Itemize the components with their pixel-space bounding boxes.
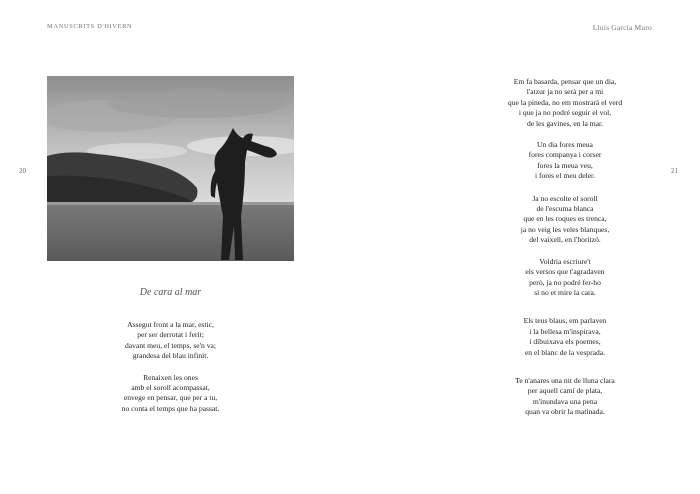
page-number-left: 20 bbox=[19, 167, 26, 175]
poem-line: els versos que t'agradaven bbox=[525, 267, 605, 277]
poem-line: davant meu, el temps, se'n va; bbox=[125, 340, 216, 350]
poem-line: Assegut front a la mar, estic, bbox=[127, 320, 214, 329]
stanza bbox=[450, 140, 680, 182]
poem-line: de l'escuma blanca bbox=[536, 204, 594, 214]
poem-line: Un dia fores meua bbox=[537, 140, 593, 150]
poem-line: Els teus blaus, em parlaven bbox=[523, 316, 607, 326]
stanza bbox=[47, 320, 294, 362]
poem-line: del vaixell, en l'horitzó. bbox=[529, 235, 601, 245]
poem-line: per ser derrotat i ferit; bbox=[137, 330, 204, 340]
poem-line: per aquell camí de plata, bbox=[527, 386, 603, 396]
poem-line: que en les roques es trenca, bbox=[523, 214, 607, 224]
right-page bbox=[350, 0, 700, 494]
poem-line: envege en pensar, que per a tu, bbox=[123, 393, 218, 403]
stanza bbox=[47, 373, 294, 415]
poem-line: l'atzur ja no serà per a mi bbox=[526, 87, 604, 97]
poem-line: fores companya i corser bbox=[528, 150, 602, 160]
poem-line: de les gavines, en la mar. bbox=[526, 118, 604, 128]
poem-line: però, ja no podré fer-ho bbox=[529, 277, 601, 287]
page-number-right: 21 bbox=[671, 167, 678, 175]
poem-line: i que ja no podré seguir el vol, bbox=[518, 108, 612, 118]
poem-line: grandesa del blau infinit. bbox=[132, 351, 209, 361]
poem-line: en el blanc de la vesprada. bbox=[524, 347, 606, 357]
poem-line: quan va obrir la matinada. bbox=[525, 407, 605, 417]
stanza bbox=[450, 194, 680, 246]
stanza bbox=[450, 257, 680, 299]
poem-line: amb el soroll acompassat, bbox=[131, 383, 210, 393]
poem-right bbox=[450, 77, 680, 418]
running-head-author: Lluís Garcia Muro bbox=[592, 23, 652, 32]
poem-line: Te n'anares una nit de lluna clara bbox=[515, 375, 615, 385]
photo-caption: De cara al mar bbox=[139, 287, 202, 298]
poem-line: i fores el meu deler. bbox=[534, 171, 596, 181]
poem-line: i la bellesa m'inspirava, bbox=[529, 326, 601, 336]
poem-line: no conta el temps que ha passat. bbox=[121, 403, 220, 413]
stanza bbox=[450, 77, 680, 129]
poem-line: Voldria escriure't bbox=[539, 256, 591, 266]
poem-line: ja no veig les veles blanques, bbox=[520, 224, 610, 234]
running-head-book-title: MANUSCRITS D'HIVERN bbox=[47, 23, 133, 30]
poem-left bbox=[47, 320, 294, 414]
poem-line: fores la meua veu, bbox=[537, 160, 593, 170]
photo-sea-sculpture bbox=[47, 76, 294, 261]
poem-line: m'inundava una pena bbox=[532, 396, 598, 406]
poem-line: Em fa basarda, pensar que un dia, bbox=[513, 77, 617, 86]
poem-line: i dibuixava els poemes, bbox=[529, 337, 601, 347]
poem-line: que la pineda, no em mostrarà el verd bbox=[507, 97, 623, 107]
poem-line: Renaixen les ones bbox=[143, 372, 198, 382]
stanza bbox=[450, 316, 680, 358]
poem-line: Ja no escolte el soroll bbox=[532, 193, 598, 203]
stanza bbox=[450, 376, 680, 418]
poem-line: si no et mire la cara. bbox=[534, 287, 596, 297]
